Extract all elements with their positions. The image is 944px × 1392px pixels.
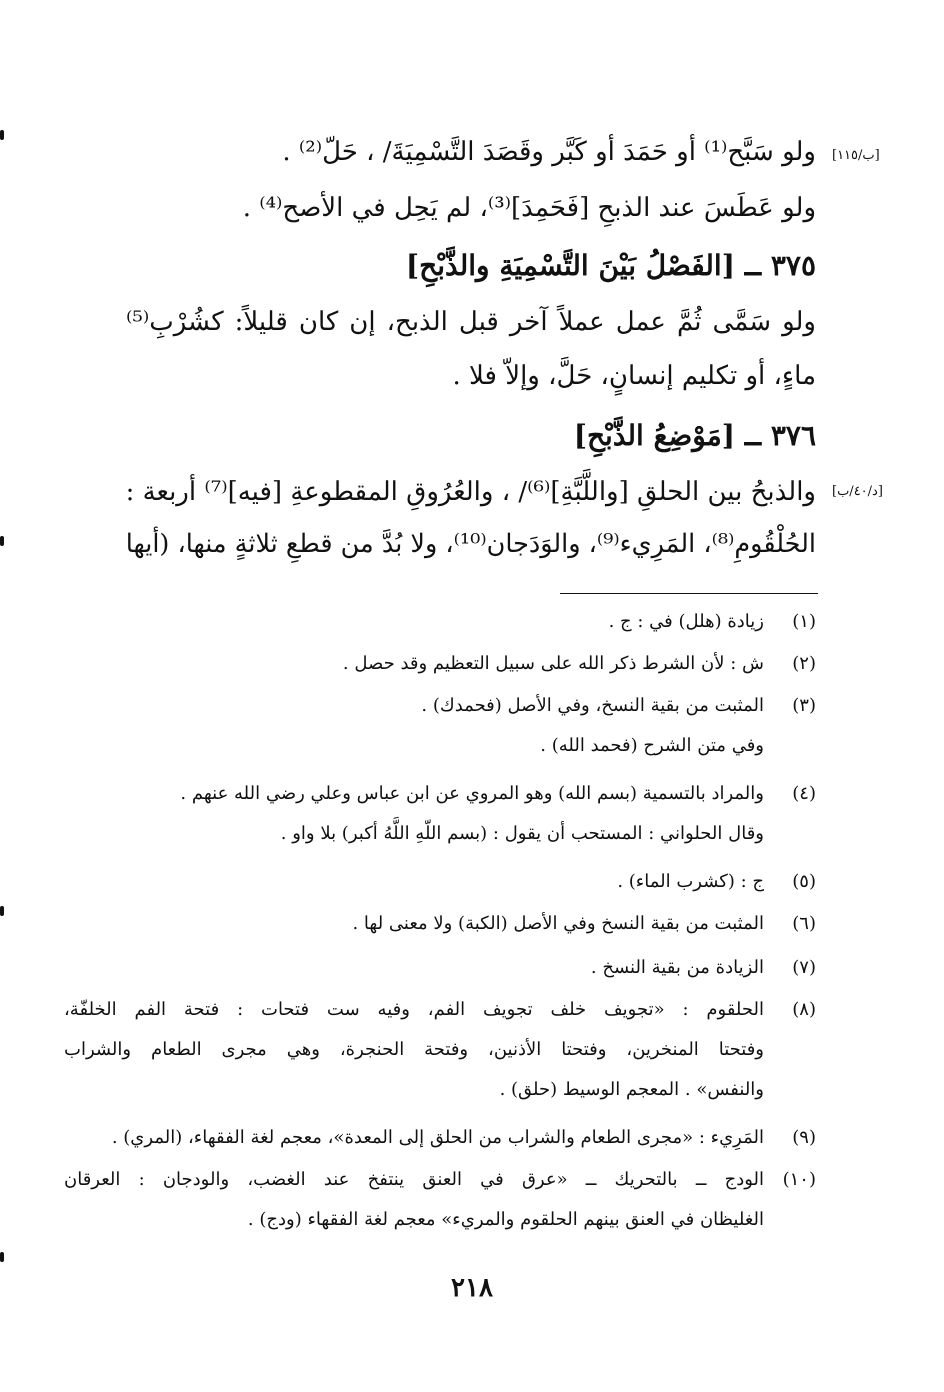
footnote-number: (٦) xyxy=(792,913,816,934)
scan-edge-mark xyxy=(0,536,4,546)
footnote-text: ش : لأن الشرط ذكر الله على سبيل التعظيم وقد حصل . xyxy=(342,653,764,674)
margin-note-ms-d: [د/٤٠/ب] xyxy=(832,484,883,499)
footnote xyxy=(64,644,816,684)
scan-edge-mark xyxy=(0,906,4,916)
footnote-number: (٣) xyxy=(792,695,816,716)
footnote xyxy=(64,1118,816,1158)
footnote-text: والمراد بالتسمية (بسم الله) وهو المروي عن ابن عباس وعلي رضي الله عنهم . xyxy=(180,783,764,804)
main-text-line: والذبحُ بين الحلقِ [واللَّبَّةِ]⁽⁶⁾/ ، والعُرُوقِ المقطوعةِ [فيه]⁽⁷⁾ أربعة : xyxy=(125,477,816,507)
section-heading: ٣٧٥ ــ [الفَصْلُ بَيْنَ التَّسْمِيَةِ والذَّبْحِ] xyxy=(405,249,816,282)
footnote-number: (١) xyxy=(792,611,816,632)
section-heading: ٣٧٦ ــ [مَوْضِعُ الذَّبْحِ] xyxy=(573,419,816,452)
footnote xyxy=(64,602,816,642)
main-text-line: الحُلْقُومِ⁽⁸⁾، المَرِيء⁽⁹⁾، والوَدَجان⁽¹⁰⁾، ولا بُدَّ من قطعِ ثلاثةٍ منها، (أيها xyxy=(125,529,816,559)
footnote-text: وقال الحلواني : المستحب أن يقول : (بسم اللّهِ اللَّهُ أكبر) بلا واو . xyxy=(280,823,764,844)
footnote-text: المثبت من بقية النسخ وفي الأصل (الكبة) ولا معنى لها . xyxy=(352,913,764,934)
footnote-text: وفي متن الشرح (فحمد الله) . xyxy=(540,735,764,756)
footnote-text: الحلقوم : «تجويف خلف تجويف الفم، وفيه ست فتحات : فتحة الفم الخلفّة، xyxy=(64,999,764,1020)
footnote-text: الزيادة من بقية النسخ . xyxy=(590,957,764,978)
main-text-line: ولو سَبَّح⁽¹⁾ أو حَمَدَ أو كَبَّر وقَصَدَ التَّسْمِيَةَ/ ، حَلّ⁽²⁾ . xyxy=(282,137,816,167)
footnote xyxy=(64,686,816,766)
footnote xyxy=(64,1160,816,1240)
margin-note-ms-b: [ب/١١٥] xyxy=(832,148,880,163)
footnote xyxy=(64,990,816,1110)
footnote-number: (٤) xyxy=(792,783,816,804)
footnote-number: (٨) xyxy=(792,999,816,1020)
footnote xyxy=(64,862,816,902)
footnote-text: المثبت من بقية النسخ، وفي الأصل (فحمدك) . xyxy=(421,695,764,716)
main-text-line: ولو عَطَسَ عند الذبحِ [فَحَمِدَ]⁽³⁾، لم يَحِل في الأصح⁽⁴⁾ . xyxy=(242,193,816,223)
footnote-number: (٩) xyxy=(792,1127,816,1148)
footnote xyxy=(64,774,816,854)
footnote-text: وفتحتا المنخرين، وفتحتا الأذنين، وفتحة الحنجرة، وهي مجرى الطعام والشراب xyxy=(64,1039,764,1060)
footnote-text: ج : (كشرب الماء) . xyxy=(617,871,764,892)
footnote-text: الودج ــ بالتحريك ــ «عرق في العنق ينتفخ عند الغضب، والودجان : العرقان xyxy=(64,1169,764,1190)
footnote-number: (١٠) xyxy=(782,1169,816,1190)
page-number: ٢١٨ xyxy=(451,1273,493,1303)
footnote-text: والنفس» . المعجم الوسيط (حلق) . xyxy=(499,1079,764,1100)
footnote-separator xyxy=(560,593,818,594)
main-text-line: ولو سَمَّى ثُمَّ عمل عملاً آخر قبل الذبح، إن كان قليلاً: كشُرْبِ⁽⁵⁾ xyxy=(126,307,816,337)
scan-edge-mark xyxy=(0,130,4,140)
footnote-text: زيادة (هلل) في : ج . xyxy=(608,611,764,632)
footnote xyxy=(64,904,816,944)
footnote-text: الغليظان في العنق بينهم الحلقوم والمريء» معجم لغة الفقهاء (ودج) . xyxy=(247,1209,764,1230)
footnote-number: (٢) xyxy=(792,653,816,674)
main-text-line: ماءٍ، أو تكليم إنسانٍ، حَلَّ، وإلاّ فلا . xyxy=(452,361,816,391)
scan-edge-mark xyxy=(0,1252,4,1262)
footnote-number: (٧) xyxy=(792,957,816,978)
footnote-text: المَرِيء : «مجرى الطعام والشراب من الحلق إلى المعدة»، معجم لغة الفقهاء، (المري) . xyxy=(111,1127,764,1148)
footnote-number: (٥) xyxy=(792,871,816,892)
footnote xyxy=(64,948,816,988)
